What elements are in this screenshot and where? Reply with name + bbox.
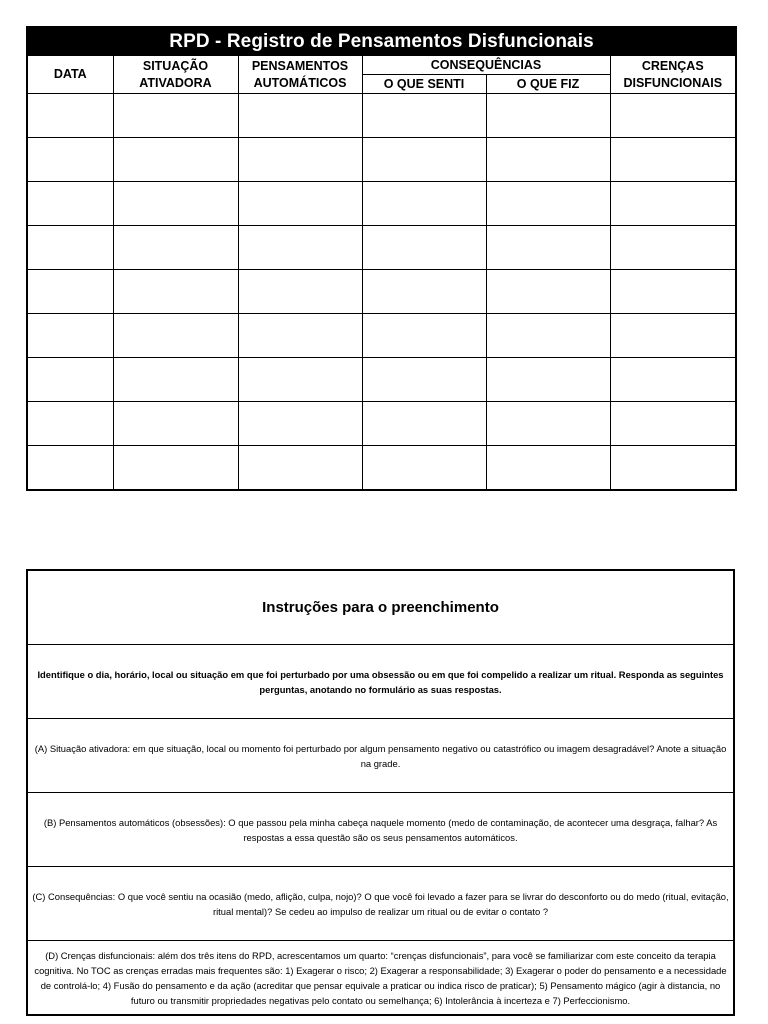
table-row bbox=[27, 226, 736, 270]
cell-data[interactable] bbox=[27, 446, 113, 491]
cell-o-que-senti[interactable] bbox=[362, 446, 486, 491]
cell-pensamentos[interactable] bbox=[238, 94, 362, 138]
instructions-intro: Identifique o dia, horário, local ou situação em que foi perturbado por uma obsessão ou em que foi compelido a realizar um ritual. Responda as seguintes perguntas, anotando no formulário as suas respostas. bbox=[27, 645, 734, 719]
header-o-que-senti: O QUE SENTI bbox=[362, 75, 486, 94]
cell-situacao[interactable] bbox=[113, 314, 238, 358]
cell-pensamentos[interactable] bbox=[238, 446, 362, 491]
header-consequencias: CONSEQUÊNCIAS bbox=[362, 56, 610, 75]
cell-data[interactable] bbox=[27, 358, 113, 402]
table-row bbox=[27, 182, 736, 226]
table-row bbox=[27, 446, 736, 491]
cell-pensamentos[interactable] bbox=[238, 138, 362, 182]
cell-situacao[interactable] bbox=[113, 226, 238, 270]
cell-data[interactable] bbox=[27, 226, 113, 270]
instructions-table bbox=[26, 569, 735, 1016]
cell-pensamentos[interactable] bbox=[238, 182, 362, 226]
table-row bbox=[27, 138, 736, 182]
cell-crencas[interactable] bbox=[610, 446, 736, 491]
cell-pensamentos[interactable] bbox=[238, 270, 362, 314]
cell-o-que-fiz[interactable] bbox=[486, 226, 610, 270]
cell-situacao[interactable] bbox=[113, 270, 238, 314]
cell-crencas[interactable] bbox=[610, 226, 736, 270]
cell-o-que-fiz[interactable] bbox=[486, 182, 610, 226]
header-data: DATA bbox=[27, 56, 113, 94]
cell-situacao[interactable] bbox=[113, 94, 238, 138]
cell-situacao[interactable] bbox=[113, 138, 238, 182]
instructions-item-b: (B) Pensamentos automáticos (obsessões): O que passou pela minha cabeça naquele momento (medo de contaminação, de acontecer uma desgraça, falhar? As respostas a essa questão são os seus pensamentos automáticos. bbox=[27, 793, 734, 867]
cell-o-que-senti[interactable] bbox=[362, 94, 486, 138]
header-situacao-line2: ATIVADORA bbox=[139, 75, 212, 90]
cell-crencas[interactable] bbox=[610, 94, 736, 138]
header-crencas-disfuncionais bbox=[610, 56, 736, 94]
cell-crencas[interactable] bbox=[610, 402, 736, 446]
cell-o-que-fiz[interactable] bbox=[486, 94, 610, 138]
cell-crencas[interactable] bbox=[610, 182, 736, 226]
cell-o-que-senti[interactable] bbox=[362, 270, 486, 314]
instructions-item-c: (C) Consequências: O que você sentiu na ocasião (medo, aflição, culpa, nojo)? O que você foi levado a fazer para se livrar do desconforto ou do medo (ritual, evitação, ritual mental)? Se cedeu ao impulso de realizar um ritual ou de evitar o contato ? bbox=[27, 867, 734, 941]
cell-pensamentos[interactable] bbox=[238, 358, 362, 402]
cell-o-que-senti[interactable] bbox=[362, 182, 486, 226]
table-row bbox=[27, 402, 736, 446]
cell-crencas[interactable] bbox=[610, 138, 736, 182]
rpd-table bbox=[26, 26, 737, 491]
cell-pensamentos[interactable] bbox=[238, 226, 362, 270]
cell-o-que-senti[interactable] bbox=[362, 138, 486, 182]
cell-pensamentos[interactable] bbox=[238, 314, 362, 358]
cell-o-que-fiz[interactable] bbox=[486, 402, 610, 446]
header-crencas-line1: CRENÇAS bbox=[641, 58, 704, 73]
header-pensamentos-automaticos bbox=[238, 56, 362, 94]
cell-o-que-senti[interactable] bbox=[362, 402, 486, 446]
table-row bbox=[27, 94, 736, 138]
header-crencas-line2: DISFUNCIONAIS bbox=[623, 75, 723, 90]
cell-data[interactable] bbox=[27, 182, 113, 226]
header-situacao-ativadora bbox=[113, 56, 238, 94]
table-row bbox=[27, 358, 736, 402]
header-o-que-fiz: O QUE FIZ bbox=[486, 75, 610, 94]
cell-o-que-senti[interactable] bbox=[362, 314, 486, 358]
cell-situacao[interactable] bbox=[113, 358, 238, 402]
cell-pensamentos[interactable] bbox=[238, 402, 362, 446]
instructions-item-a: (A) Situação ativadora: em que situação, local ou momento foi perturbado por algum pensamento negativo ou catastrófico ou imagem desagradável? Anote a situação na grade. bbox=[27, 719, 734, 793]
cell-o-que-fiz[interactable] bbox=[486, 358, 610, 402]
cell-crencas[interactable] bbox=[610, 358, 736, 402]
cell-situacao[interactable] bbox=[113, 402, 238, 446]
cell-o-que-fiz[interactable] bbox=[486, 270, 610, 314]
cell-data[interactable] bbox=[27, 138, 113, 182]
cell-o-que-senti[interactable] bbox=[362, 358, 486, 402]
cell-data[interactable] bbox=[27, 270, 113, 314]
cell-o-que-fiz[interactable] bbox=[486, 314, 610, 358]
cell-situacao[interactable] bbox=[113, 446, 238, 491]
cell-crencas[interactable] bbox=[610, 314, 736, 358]
header-pensamentos-line1: PENSAMENTOS bbox=[251, 58, 349, 73]
table-row bbox=[27, 314, 736, 358]
cell-data[interactable] bbox=[27, 402, 113, 446]
cell-situacao[interactable] bbox=[113, 182, 238, 226]
header-pensamentos-line2: AUTOMÁTICOS bbox=[253, 75, 347, 90]
cell-o-que-fiz[interactable] bbox=[486, 138, 610, 182]
table-row bbox=[27, 270, 736, 314]
header-situacao-line1: SITUAÇÃO bbox=[142, 58, 209, 73]
cell-crencas[interactable] bbox=[610, 270, 736, 314]
cell-data[interactable] bbox=[27, 314, 113, 358]
instructions-title: Instruções para o preenchimento bbox=[27, 570, 734, 645]
cell-o-que-fiz[interactable] bbox=[486, 446, 610, 491]
instructions-item-d: (D) Crenças disfuncionais: além dos três itens do RPD, acrescentamos um quarto: “crenças disfuncionais”, para você se familiarizar com este conceito da terapia cognitiva. No TOC as crenças erradas mais frequentes são: 1) Exagerar o risco; 2) Exagerar a responsabilidade; 3) Exagerar o poder do pensamento e a necessidade de controlá-lo; 4) Fusão do pensamento e da ação (acreditar que pensar equivale a praticar ou indica risco de praticar); 5) Pensamento mágico (agir à distancia, no futuro ou transmitir propriedades negativas pelo contato ou semelhança; 6) Intolerância à incerteza e 7) Perfeccionismo. bbox=[27, 941, 734, 1016]
cell-data[interactable] bbox=[27, 94, 113, 138]
cell-o-que-senti[interactable] bbox=[362, 226, 486, 270]
form-title: RPD - Registro de Pensamentos Disfuncionais bbox=[27, 27, 736, 56]
